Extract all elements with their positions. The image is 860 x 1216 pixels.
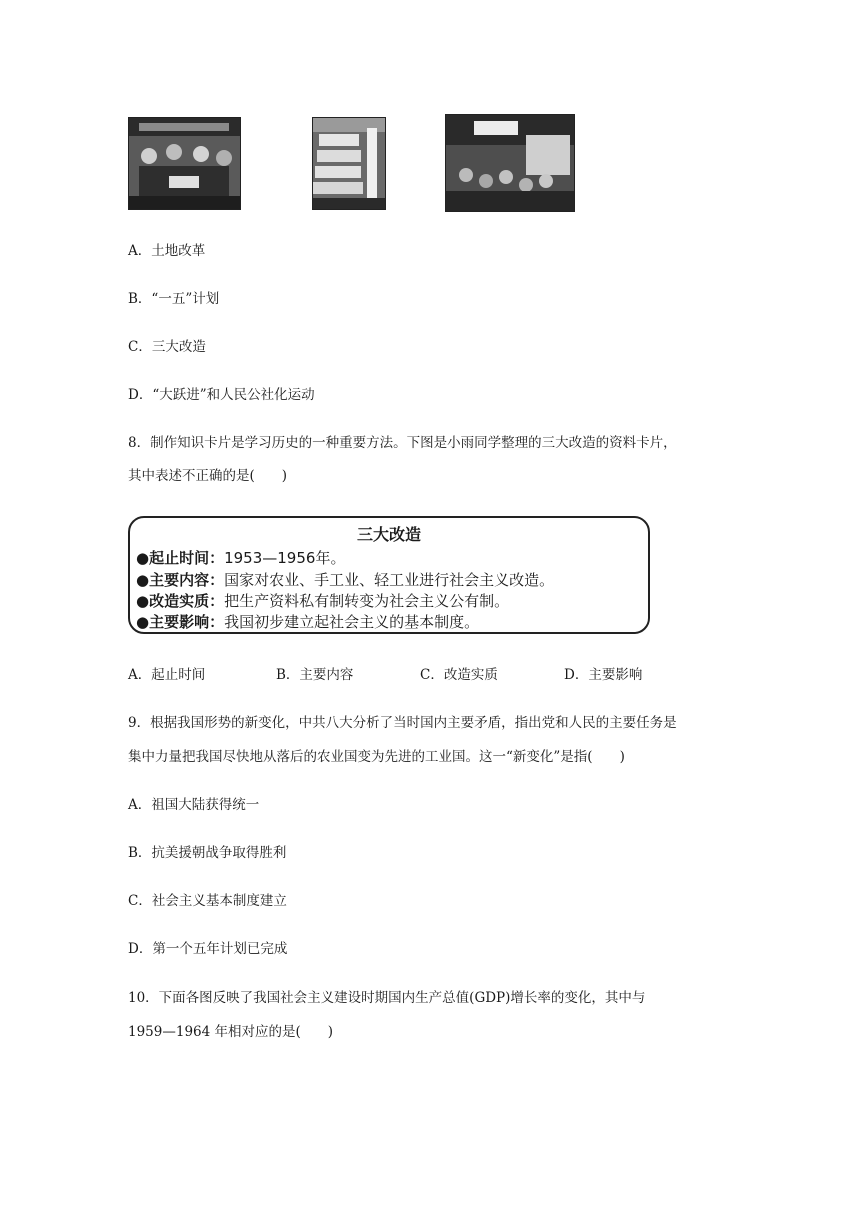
card-row-essence [136,590,509,611]
photo-tablets-stack [312,117,386,210]
q9-stem-line2: 集中力量把我国尽快地从落后的农业国变为先进的工业国。这一“新变化”是指( ) [128,749,625,765]
q8-options [128,665,642,685]
card-row-value: 国家对农业、手工业、轻工业进行社会主义改造。 [224,571,555,589]
q8-stem-line2: 其中表述不正确的是( ) [128,468,288,484]
q10-stem-line1: 10．下面各图反映了我国社会主义建设时期国内生产总值(GDP)增长率的变化，其中与 [128,990,646,1006]
card-row-value: 1953—1956年。 [224,549,346,567]
q9-option-b: B．抗美援朝战争取得胜利 [128,845,287,861]
q10-stem-line2: 1959—1964 年相对应的是( ) [128,1024,334,1040]
q7-option-a: A．土地改革 [128,243,206,259]
card-row-content [136,569,554,590]
card-title: 三大改造 [356,525,421,544]
q9-option-c: C．社会主义基本制度建立 [128,893,287,909]
q8-option-b: B．主要内容 [276,667,354,683]
photo-street-crowd [445,114,575,212]
knowledge-card [128,516,650,634]
card-row-key: ●起止时间： [136,549,225,567]
card-row-time [136,547,345,568]
q7-option-b: B．“一五”计划 [128,291,220,307]
q9-option-a: A．祖国大陆获得统一 [128,797,260,813]
q8-option-a: A．起止时间 [128,667,206,683]
photo-crowd-celebration [128,117,241,210]
q9-option-d: D．第一个五年计划已完成 [128,941,288,957]
q8-option-c: C．改造实质 [420,667,498,683]
card-row-key: ●主要内容： [136,571,225,589]
card-row-key: ●改造实质： [136,592,225,610]
card-row-impact [136,611,479,632]
q8-stem-line1: 8．制作知识卡片是学习历史的一种重要方法。下图是小雨同学整理的三大改造的资料卡片， [128,435,677,451]
card-row-value: 我国初步建立起社会主义的基本制度。 [224,613,480,631]
q9-stem-line1: 9．根据我国形势的新变化，中共八大分析了当时国内主要矛盾，指出党和人民的主要任务是 [128,715,677,731]
card-row-value: 把生产资料私有制转变为社会主义公有制。 [224,592,510,610]
card-row-key: ●主要影响： [136,613,225,631]
q7-option-d: D．“大跃进”和人民公社化运动 [128,387,315,403]
q7-option-c: C．三大改造 [128,339,206,355]
q8-option-d: D．主要影响 [564,667,643,683]
